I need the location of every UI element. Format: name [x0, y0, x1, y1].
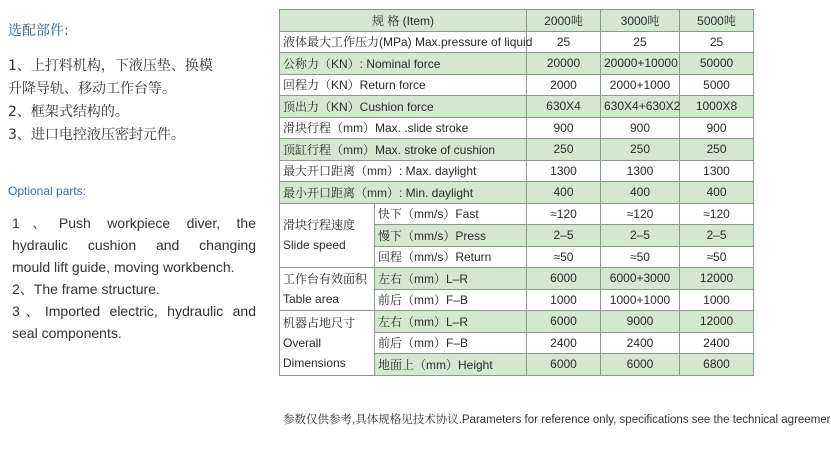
en-option-line: 3、Imported electric, hydraulic and: [12, 303, 256, 319]
cell: 900: [527, 117, 601, 139]
cell: 2–5: [601, 225, 680, 247]
row-label: 最大开口距离（mm）: Max. daylight: [280, 160, 527, 182]
footer-note: 参数仅供参考,具体规格见技术协议.Parameters for reference only, specifications see the technical agreemer: [283, 414, 831, 426]
cell: ≈50: [680, 246, 754, 268]
group-table-area: [280, 268, 375, 311]
cell: 1000+1000: [601, 289, 680, 311]
cell: 1300: [680, 160, 754, 182]
row-label: 公称力（KN）: Nominal force: [280, 53, 527, 75]
cell: ≈120: [680, 203, 754, 225]
row-label: 地面上（mm）Height: [375, 354, 527, 376]
row-label: 左右（mm）L–R: [375, 311, 527, 333]
row-label: 顶出力（KN）Cushion force: [280, 96, 527, 118]
cell: ≈50: [601, 246, 680, 268]
table-row: [280, 96, 754, 118]
group-overall-dimensions: [280, 311, 375, 376]
cn-option-line: 2、框架式结构的。: [8, 104, 129, 120]
cn-options-list: [8, 55, 270, 147]
group-title-en2: Dimensions: [283, 355, 346, 370]
cell: 1000X8: [680, 96, 754, 118]
cell: 1300: [601, 160, 680, 182]
cell: 250: [680, 139, 754, 161]
group-title-cn: 工作台有效面积: [283, 272, 368, 286]
spec-table: [279, 9, 754, 376]
cell: 900: [680, 117, 754, 139]
cell: 400: [527, 182, 601, 204]
header-3000t: 3000吨: [601, 10, 680, 32]
cell: 2–5: [527, 225, 601, 247]
en-option-line: mould lift guide, moving workbench.: [12, 259, 235, 275]
table-row: [280, 182, 754, 204]
en-option-line: 1、Push workpiece diver, the: [12, 215, 256, 231]
group-title-en: Table area: [283, 292, 340, 306]
table-header-row: [280, 10, 754, 32]
cell: 12000: [680, 268, 754, 290]
en-options-list: [12, 212, 256, 344]
en-option-line: hydraulic cushion and changing: [12, 237, 256, 253]
row-label: 左右（mm）L–R: [375, 268, 527, 290]
cn-options-heading: 选配部件:: [8, 23, 69, 39]
cell: 2400: [527, 332, 601, 354]
row-label: 前后（mm）F–B: [375, 332, 527, 354]
header-5000t: 5000吨: [680, 10, 754, 32]
table-row: [280, 117, 754, 139]
cell: 6000: [527, 268, 601, 290]
cell: 900: [601, 117, 680, 139]
group-slide-speed: [280, 203, 375, 268]
table-row: [280, 31, 754, 53]
group-title-en: Slide speed: [283, 238, 346, 253]
cell: 20000+10000: [601, 53, 680, 75]
row-label: 顶缸行程（mm）Max. stroke of cushion: [280, 139, 527, 161]
cell: 5000: [680, 74, 754, 96]
row-label: 液体最大工作压力(MPa) Max.pressure of liquid: [280, 31, 527, 53]
cell: ≈50: [527, 246, 601, 268]
row-label: 回程（mm/s）Return: [375, 246, 527, 268]
cell: 25: [680, 31, 754, 53]
cell: 2400: [680, 332, 754, 354]
cn-option-line: 1、上打料机构，下液压垫、换模: [8, 58, 213, 74]
cell: 50000: [680, 53, 754, 75]
en-options-heading: Optional parts:: [8, 184, 87, 198]
row-label: 快下（mm/s）Fast: [375, 203, 527, 225]
table-row: [280, 311, 754, 333]
table-row: [280, 268, 754, 290]
en-option-line: seal components.: [12, 325, 122, 341]
cell: 400: [601, 182, 680, 204]
row-label: 最小开口距离（mm）: Min. daylight: [280, 182, 527, 204]
cell: 20000: [527, 53, 601, 75]
group-title-cn: 机器占地尺寸: [283, 315, 356, 330]
header-item: 规 格 (Item): [280, 10, 527, 32]
cell: 1000: [680, 289, 754, 311]
cell: 6800: [680, 354, 754, 376]
cn-option-line: 升降导轨、移动工作台等。: [8, 81, 176, 97]
cell: 6000: [601, 354, 680, 376]
cell: 250: [527, 139, 601, 161]
cell: 6000+3000: [601, 268, 680, 290]
row-label: 慢下（mm/s）Press: [375, 225, 527, 247]
cell: 6000: [527, 354, 601, 376]
cell: 250: [601, 139, 680, 161]
cell: 2000+1000: [601, 74, 680, 96]
group-title-cn: 滑块行程速度: [283, 218, 356, 233]
cell: 25: [527, 31, 601, 53]
table-row: [280, 203, 754, 225]
group-title-en: Overall: [283, 335, 322, 350]
cell: 630X4: [527, 96, 601, 118]
row-label: 滑块行程（mm）Max. .slide stroke: [280, 117, 527, 139]
row-label: 前后（mm）F–B: [375, 289, 527, 311]
cell: 6000: [527, 311, 601, 333]
cell: 2400: [601, 332, 680, 354]
cell: 2000: [527, 74, 601, 96]
table-row: [280, 74, 754, 96]
cell: 9000: [601, 311, 680, 333]
cell: 2–5: [680, 225, 754, 247]
options-panel: [0, 0, 270, 451]
cell: 630X4+630X2: [601, 96, 680, 118]
cell: 400: [680, 182, 754, 204]
table-row: [280, 139, 754, 161]
cn-option-line: 3、进口电控液压密封元件。: [8, 127, 185, 143]
table-row: [280, 53, 754, 75]
cell: 1000: [527, 289, 601, 311]
cell: ≈120: [527, 203, 601, 225]
cell: 25: [601, 31, 680, 53]
row-label: 回程力（KN）Return force: [280, 74, 527, 96]
cell: 1300: [527, 160, 601, 182]
table-row: [280, 160, 754, 182]
cell: 12000: [680, 311, 754, 333]
header-2000t: 2000吨: [527, 10, 601, 32]
cell: ≈120: [601, 203, 680, 225]
en-option-line: 2、The frame structure.: [12, 281, 160, 297]
